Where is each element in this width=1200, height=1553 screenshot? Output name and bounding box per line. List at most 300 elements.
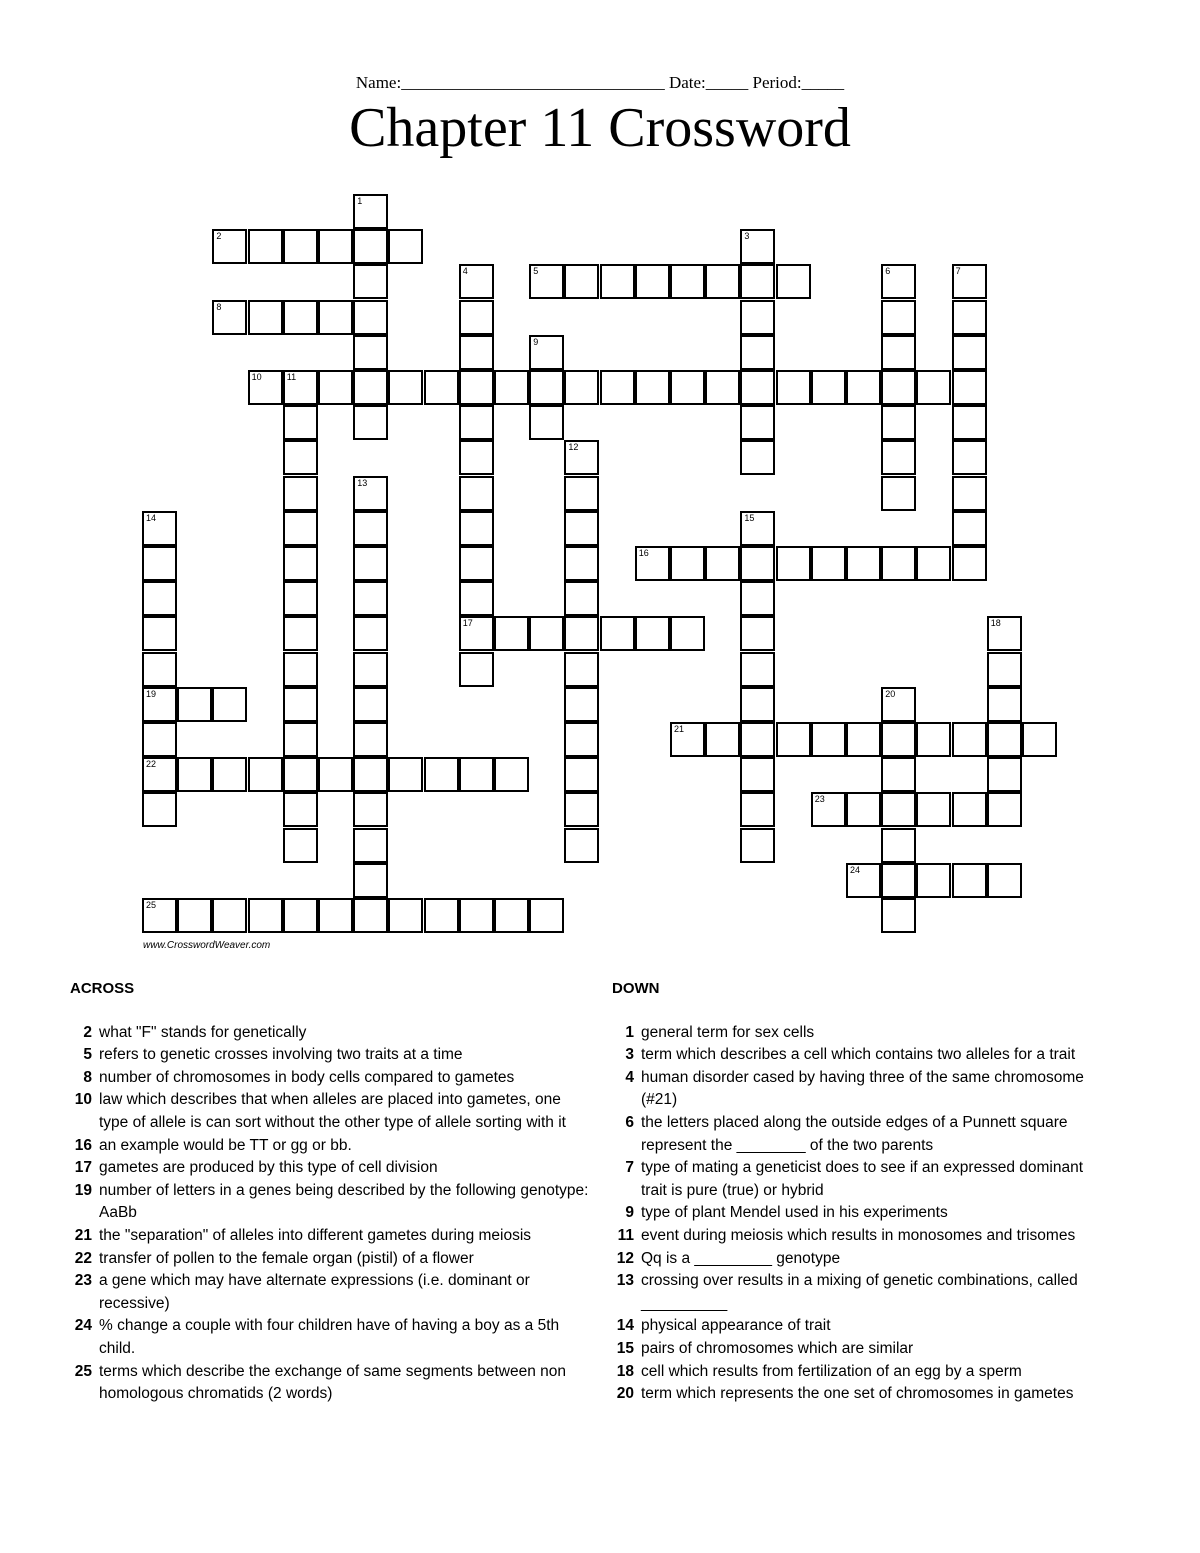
crossword-cell[interactable] (388, 370, 423, 405)
crossword-cell[interactable] (881, 335, 916, 370)
crossword-cell[interactable] (881, 264, 916, 299)
crossword-cell[interactable] (353, 616, 388, 651)
crossword-cell[interactable] (529, 264, 564, 299)
crossword-cell[interactable] (283, 370, 318, 405)
crossword-cell[interactable] (142, 652, 177, 687)
cell-number: 21 (674, 724, 685, 734)
cell-number: 16 (638, 548, 649, 558)
crossword-cell[interactable] (459, 300, 494, 335)
crossword-cell[interactable] (318, 370, 353, 405)
crossword-cell[interactable] (811, 722, 846, 757)
clue-text: cell which results from fertilization of an egg by a sperm (641, 1362, 1022, 1380)
crossword-cell[interactable] (353, 581, 388, 616)
crossword-cell[interactable] (846, 792, 881, 827)
clue-number: 12 (616, 1249, 634, 1267)
crossword-cell[interactable] (564, 687, 599, 722)
crossword-cell[interactable] (740, 511, 775, 546)
crossword-cell[interactable] (283, 546, 318, 581)
down-clue (612, 1044, 1112, 1067)
crossword-cell[interactable] (740, 581, 775, 616)
crossword-cell[interactable] (459, 757, 494, 792)
clue-text: term which represents the one set of chromosomes in gametes (641, 1385, 1074, 1403)
crossword-cell[interactable] (353, 300, 388, 335)
crossword-cell[interactable] (459, 511, 494, 546)
crossword-cell[interactable] (740, 264, 775, 299)
clue-text: what "F" stands for genetically (99, 1023, 307, 1041)
cell-number: 18 (990, 618, 1001, 629)
clue-text: human disorder cased by having three of the same chromosome (#21) (641, 1068, 1084, 1109)
crossword-cell[interactable] (353, 828, 388, 863)
cell-number: 8 (216, 301, 222, 312)
crossword-cell[interactable] (811, 370, 846, 405)
clue-number: 25 (74, 1362, 92, 1380)
clue-text: an example would be TT or gg or bb. (99, 1136, 352, 1154)
clue-text: transfer of pollen to the female organ (pistil) of a flower (99, 1249, 474, 1267)
crossword-cell[interactable] (212, 687, 247, 722)
clue-number: 3 (625, 1046, 634, 1064)
clue-number: 17 (74, 1159, 92, 1177)
crossword-cell[interactable] (670, 370, 705, 405)
crossword-cell[interactable] (670, 264, 705, 299)
crossword-cell[interactable] (212, 229, 247, 264)
clue-number: 13 (616, 1272, 634, 1290)
crossword-cell[interactable] (353, 405, 388, 440)
cell-number: 5 (533, 266, 539, 277)
crossword-cell[interactable] (212, 757, 247, 792)
across-heading: ACROSS (70, 980, 135, 997)
crossword-cell[interactable] (529, 898, 564, 933)
clue-number: 21 (74, 1226, 92, 1244)
crossword-cell[interactable] (353, 792, 388, 827)
down-clue (612, 1383, 1112, 1406)
crossword-cell[interactable] (564, 581, 599, 616)
across-clue (70, 1135, 590, 1158)
crossword-cell[interactable] (248, 898, 283, 933)
crossword-cell[interactable] (142, 687, 177, 722)
crossword-cell[interactable] (353, 476, 388, 511)
crossword-cell[interactable] (705, 370, 740, 405)
crossword-cell[interactable] (564, 828, 599, 863)
cell-number: 7 (955, 266, 961, 277)
crossword-cell[interactable] (564, 616, 599, 651)
clue-number: 15 (616, 1339, 634, 1357)
crossword-cell[interactable] (459, 616, 494, 651)
page-title: Chapter 11 Crossword (349, 97, 851, 159)
clue-text: physical appearance of trait (641, 1317, 831, 1335)
crossword-cell[interactable] (740, 405, 775, 440)
crossword-cell[interactable] (459, 370, 494, 405)
crossword-cell[interactable] (459, 652, 494, 687)
crossword-cell[interactable] (916, 792, 951, 827)
crossword-cell[interactable] (564, 511, 599, 546)
crossword-cell[interactable] (600, 264, 635, 299)
crossword-cell[interactable] (952, 511, 987, 546)
crossword-cell[interactable] (318, 300, 353, 335)
clue-number: 2 (83, 1023, 92, 1041)
clue-number: 14 (616, 1317, 634, 1335)
crossword-cell[interactable] (740, 546, 775, 581)
clue-text: the letters placed along the outside edges of a Punnett square represent the ________ of the two parents (641, 1113, 1068, 1154)
across-clue (70, 1022, 590, 1045)
crossword-cell[interactable] (635, 616, 670, 651)
crossword-cell[interactable] (987, 757, 1022, 792)
crossword-cell[interactable] (881, 828, 916, 863)
down-clue (612, 1338, 1112, 1361)
crossword-cell[interactable] (248, 757, 283, 792)
name-date-period-line[interactable]: Name:_______________________________ Date:_____ Period:_____ (355, 73, 845, 92)
down-clue (612, 1202, 1112, 1225)
crossword-cell[interactable] (564, 546, 599, 581)
clue-number: 11 (617, 1226, 634, 1244)
crossword-cell[interactable] (952, 476, 987, 511)
crossword-cell[interactable] (881, 757, 916, 792)
crossword-cell[interactable] (459, 335, 494, 370)
crossword-cell[interactable] (881, 722, 916, 757)
clue-number: 22 (74, 1249, 92, 1267)
crossword-cell[interactable] (318, 229, 353, 264)
crossword-cell[interactable] (142, 898, 177, 933)
crossword-cell[interactable] (952, 370, 987, 405)
crossword-cell[interactable] (776, 370, 811, 405)
crossword-cell[interactable] (459, 476, 494, 511)
crossword-cell[interactable] (283, 300, 318, 335)
crossword-cell[interactable] (952, 300, 987, 335)
crossword-cell[interactable] (1022, 722, 1057, 757)
crossword-cell[interactable] (142, 581, 177, 616)
crossword-cell[interactable] (353, 370, 388, 405)
crossword-cell[interactable] (881, 370, 916, 405)
clue-text: terms which describe the exchange of same segments between non homologous chromatids (2 words) (99, 1362, 566, 1403)
clue-text: law which describes that when alleles are placed into gametes, one type of allele is can sort without the other type of allele sorting with it (99, 1091, 566, 1131)
crossword-cell[interactable] (987, 687, 1022, 722)
crossword-cell[interactable] (388, 898, 423, 933)
crossword-cell[interactable] (283, 828, 318, 863)
across-clue (70, 1315, 590, 1360)
crossword-cell[interactable] (740, 370, 775, 405)
crossword-cell[interactable] (952, 546, 987, 581)
crossword-cell[interactable] (459, 440, 494, 475)
crossword-cell[interactable] (811, 546, 846, 581)
crossword-cell[interactable] (212, 898, 247, 933)
crossword-cell[interactable] (740, 229, 775, 264)
clue-number: 5 (83, 1046, 92, 1064)
crossword-cell[interactable] (564, 722, 599, 757)
crossword-cell[interactable] (916, 546, 951, 581)
clue-text: term which describes a cell which contains two alleles for a trait (641, 1046, 1076, 1064)
crossword-cell[interactable] (353, 335, 388, 370)
clue-number: 18 (616, 1362, 634, 1380)
down-clue (612, 1225, 1112, 1248)
crossword-cell[interactable] (705, 722, 740, 757)
crossword-cell[interactable] (283, 581, 318, 616)
crossword-cell[interactable] (353, 863, 388, 898)
crossword-cell[interactable] (740, 300, 775, 335)
cell-number: 13 (357, 477, 368, 488)
crossword-cell[interactable] (740, 440, 775, 475)
crossword-cell[interactable] (353, 652, 388, 687)
across-clue (70, 1361, 590, 1406)
clue-number: 19 (74, 1181, 92, 1199)
crossword-cell[interactable] (670, 722, 705, 757)
across-clue (70, 1248, 590, 1271)
crossword-cell[interactable] (494, 616, 529, 651)
crossword-cell[interactable] (283, 687, 318, 722)
crossword-cell[interactable] (881, 792, 916, 827)
crossword-cell[interactable] (916, 722, 951, 757)
crossword-cell[interactable] (600, 370, 635, 405)
clue-number: 16 (74, 1136, 92, 1154)
cell-number: 2 (216, 231, 222, 242)
crossword-cell[interactable] (248, 300, 283, 335)
crossword-cell[interactable] (353, 264, 388, 299)
crossword-cell[interactable] (846, 863, 881, 898)
crossword-cell[interactable] (952, 264, 987, 299)
crossword-cell[interactable] (846, 370, 881, 405)
crossword-cell[interactable] (564, 476, 599, 511)
clue-text: type of plant Mendel used in his experiments (641, 1204, 948, 1222)
clue-number: 24 (74, 1317, 92, 1335)
crossword-cell[interactable] (283, 511, 318, 546)
cell-number: 25 (146, 900, 157, 910)
clue-text: the "separation" of alleles into different gametes during meiosis (99, 1226, 532, 1244)
crossword-cell[interactable] (142, 792, 177, 827)
crossword-cell[interactable] (987, 652, 1022, 687)
crossword-cell[interactable] (705, 264, 740, 299)
crossword-cell[interactable] (740, 335, 775, 370)
cell-number: 9 (533, 336, 539, 347)
crossword-cell[interactable] (388, 229, 423, 264)
crossword-cell[interactable] (881, 687, 916, 722)
clue-number: 23 (74, 1272, 92, 1290)
clue-text: Qq is a _________ genotype (641, 1249, 841, 1267)
crossword-cell[interactable] (987, 863, 1022, 898)
crossword-cell[interactable] (952, 863, 987, 898)
crossword-cell[interactable] (881, 863, 916, 898)
crossword-cell[interactable] (846, 722, 881, 757)
crossword-cell[interactable] (564, 370, 599, 405)
clue-text: crossing over results in a mixing of genetic combinations, called __________ (641, 1272, 1078, 1312)
cell-number: 17 (462, 618, 473, 629)
across-clue (70, 1089, 590, 1134)
cell-number: 22 (146, 759, 157, 770)
crossword-cell[interactable] (740, 722, 775, 757)
crossword-cell[interactable] (740, 792, 775, 827)
crossword-cell[interactable] (916, 863, 951, 898)
across-clue (70, 1067, 590, 1090)
crossword-cell[interactable] (283, 405, 318, 440)
down-clue (612, 1157, 1112, 1202)
crossword-cell[interactable] (670, 616, 705, 651)
crossword-cell[interactable] (283, 792, 318, 827)
cell-number: 4 (462, 266, 468, 277)
crossword-cell[interactable] (952, 440, 987, 475)
clue-text: refers to genetic crosses involving two traits at a time (99, 1046, 463, 1064)
crossword-cell[interactable] (916, 370, 951, 405)
cell-number: 20 (885, 688, 896, 699)
clue-number: 10 (74, 1091, 92, 1109)
crossword-cell[interactable] (459, 405, 494, 440)
cell-number: 12 (568, 442, 579, 453)
clue-number: 8 (83, 1068, 92, 1086)
crossword-cell[interactable] (635, 370, 670, 405)
down-clues (612, 978, 1112, 1406)
down-clue (612, 1067, 1112, 1112)
crossword-cell[interactable] (881, 476, 916, 511)
crossword-cell[interactable] (142, 616, 177, 651)
crossword-cell[interactable] (881, 300, 916, 335)
crossword-cell[interactable] (353, 687, 388, 722)
crossword-cell[interactable] (564, 792, 599, 827)
clue-text: type of mating a geneticist does to see if an expressed dominant trait is pure (true) or hybrid (641, 1159, 1084, 1199)
crossword-cell[interactable] (353, 757, 388, 792)
crossword-cell[interactable] (459, 898, 494, 933)
clue-text: pairs of chromosomes which are similar (641, 1339, 914, 1357)
crossword-cell[interactable] (740, 687, 775, 722)
crossword-cell[interactable] (494, 370, 529, 405)
crossword-cell[interactable] (248, 370, 283, 405)
crossword-cell[interactable] (670, 546, 705, 581)
cell-number: 3 (744, 231, 750, 242)
crossword-cell[interactable] (987, 616, 1022, 651)
clue-text: gametes are produced by this type of cell division (99, 1159, 438, 1177)
crossword-cell[interactable] (529, 405, 564, 440)
crossword-cell[interactable] (142, 757, 177, 792)
crossword-cell[interactable] (600, 616, 635, 651)
cell-number: 6 (885, 266, 891, 277)
cell-number: 14 (146, 512, 157, 523)
crossword-cell[interactable] (952, 792, 987, 827)
crossword-cell[interactable] (212, 300, 247, 335)
clue-text: number of chromosomes in body cells compared to gametes (99, 1068, 515, 1086)
crossword-cell[interactable] (776, 722, 811, 757)
crossword-cell[interactable] (248, 229, 283, 264)
crossword-cell[interactable] (142, 722, 177, 757)
down-clue (612, 1315, 1112, 1338)
down-clue (612, 1112, 1112, 1157)
crossword-cell[interactable] (952, 405, 987, 440)
crossword-cell[interactable] (564, 652, 599, 687)
crossword-cell[interactable] (529, 370, 564, 405)
crossword-cell[interactable] (283, 616, 318, 651)
down-clue (612, 1022, 1112, 1045)
cell-number: 10 (251, 372, 262, 382)
clue-number: 1 (625, 1023, 634, 1041)
cell-number: 1 (357, 196, 363, 206)
crossword-cell[interactable] (177, 898, 212, 933)
crossword-cell[interactable] (353, 546, 388, 581)
crossword-cell[interactable] (388, 757, 423, 792)
crossword-cell[interactable] (705, 546, 740, 581)
crossword-cell[interactable] (177, 687, 212, 722)
crossword-cell[interactable] (424, 370, 459, 405)
crossword-cell[interactable] (424, 757, 459, 792)
crossword-cell[interactable] (177, 757, 212, 792)
crossword-cell[interactable] (494, 898, 529, 933)
crossword-cell[interactable] (635, 264, 670, 299)
crossword-cell[interactable] (318, 898, 353, 933)
crossword-cell[interactable] (353, 722, 388, 757)
crossword-cell[interactable] (494, 757, 529, 792)
clue-number: 7 (625, 1159, 634, 1177)
crossword-cell[interactable] (952, 722, 987, 757)
clue-number: 9 (625, 1204, 634, 1222)
cell-number: 23 (814, 794, 825, 805)
clue-text: a gene which may have alternate expressions (i.e. dominant or recessive) (99, 1272, 530, 1312)
crossword-cell[interactable] (529, 335, 564, 370)
down-clue (612, 1361, 1112, 1384)
crossword-cell[interactable] (776, 264, 811, 299)
crossword-cell[interactable] (881, 440, 916, 475)
clue-text: number of letters in a genes being described by the following genotype: AaBb (99, 1181, 589, 1222)
crossword-cell[interactable] (881, 898, 916, 933)
crossword-cell[interactable] (987, 792, 1022, 827)
crossword-cell[interactable] (353, 511, 388, 546)
crossword-cell[interactable] (529, 616, 564, 651)
crossword-cell[interactable] (283, 440, 318, 475)
crossword-cell[interactable] (846, 546, 881, 581)
crossword-cell[interactable] (142, 546, 177, 581)
crossword-cell[interactable] (283, 722, 318, 757)
crossword-cell[interactable] (353, 194, 388, 229)
across-clue (70, 1225, 590, 1248)
crossword-cell[interactable] (459, 546, 494, 581)
clue-text: % change a couple with four children have of having a boy as a 5th child. (99, 1317, 560, 1357)
cell-number: 11 (286, 372, 297, 382)
clue-number: 4 (625, 1068, 634, 1086)
crossword-cell[interactable] (353, 898, 388, 933)
crossword-cell[interactable] (564, 440, 599, 475)
crossword-cell[interactable] (283, 652, 318, 687)
crossword-cell[interactable] (881, 546, 916, 581)
clue-text: general term for sex cells (641, 1023, 815, 1041)
down-clue (612, 1248, 1112, 1271)
crossword-cell[interactable] (635, 546, 670, 581)
crossword-cell[interactable] (142, 511, 177, 546)
clue-text: event during meiosis which results in monosomes and trisomes (641, 1226, 1076, 1244)
crossword-weaver-credit: www.CrosswordWeaver.com (143, 940, 271, 951)
crossword-cell[interactable] (987, 722, 1022, 757)
across-clues (70, 978, 590, 1406)
cell-number: 24 (850, 864, 861, 875)
crossword-cell[interactable] (283, 229, 318, 264)
crossword-cell[interactable] (952, 335, 987, 370)
crossword-cell[interactable] (318, 757, 353, 792)
cell-number: 15 (744, 512, 755, 523)
crossword-cell[interactable] (283, 476, 318, 511)
across-clue (70, 1270, 590, 1315)
across-clue (70, 1180, 590, 1225)
crossword-cell[interactable] (283, 898, 318, 933)
crossword-cell[interactable] (283, 757, 318, 792)
crossword-cell[interactable] (740, 828, 775, 863)
crossword-cell[interactable] (740, 616, 775, 651)
crossword-cell[interactable] (424, 898, 459, 933)
crossword-cell[interactable] (564, 264, 599, 299)
crossword-cell[interactable] (459, 264, 494, 299)
crossword-cell[interactable] (564, 757, 599, 792)
down-heading: DOWN (612, 980, 660, 997)
crossword-cell[interactable] (740, 652, 775, 687)
crossword-cell[interactable] (740, 757, 775, 792)
crossword-cell[interactable] (353, 229, 388, 264)
crossword-cell[interactable] (811, 792, 846, 827)
crossword-cell[interactable] (881, 405, 916, 440)
crossword-cell[interactable] (459, 581, 494, 616)
crossword-cell[interactable] (776, 546, 811, 581)
clue-number: 20 (616, 1385, 634, 1403)
across-clue (70, 1044, 590, 1067)
across-clue (70, 1157, 590, 1180)
